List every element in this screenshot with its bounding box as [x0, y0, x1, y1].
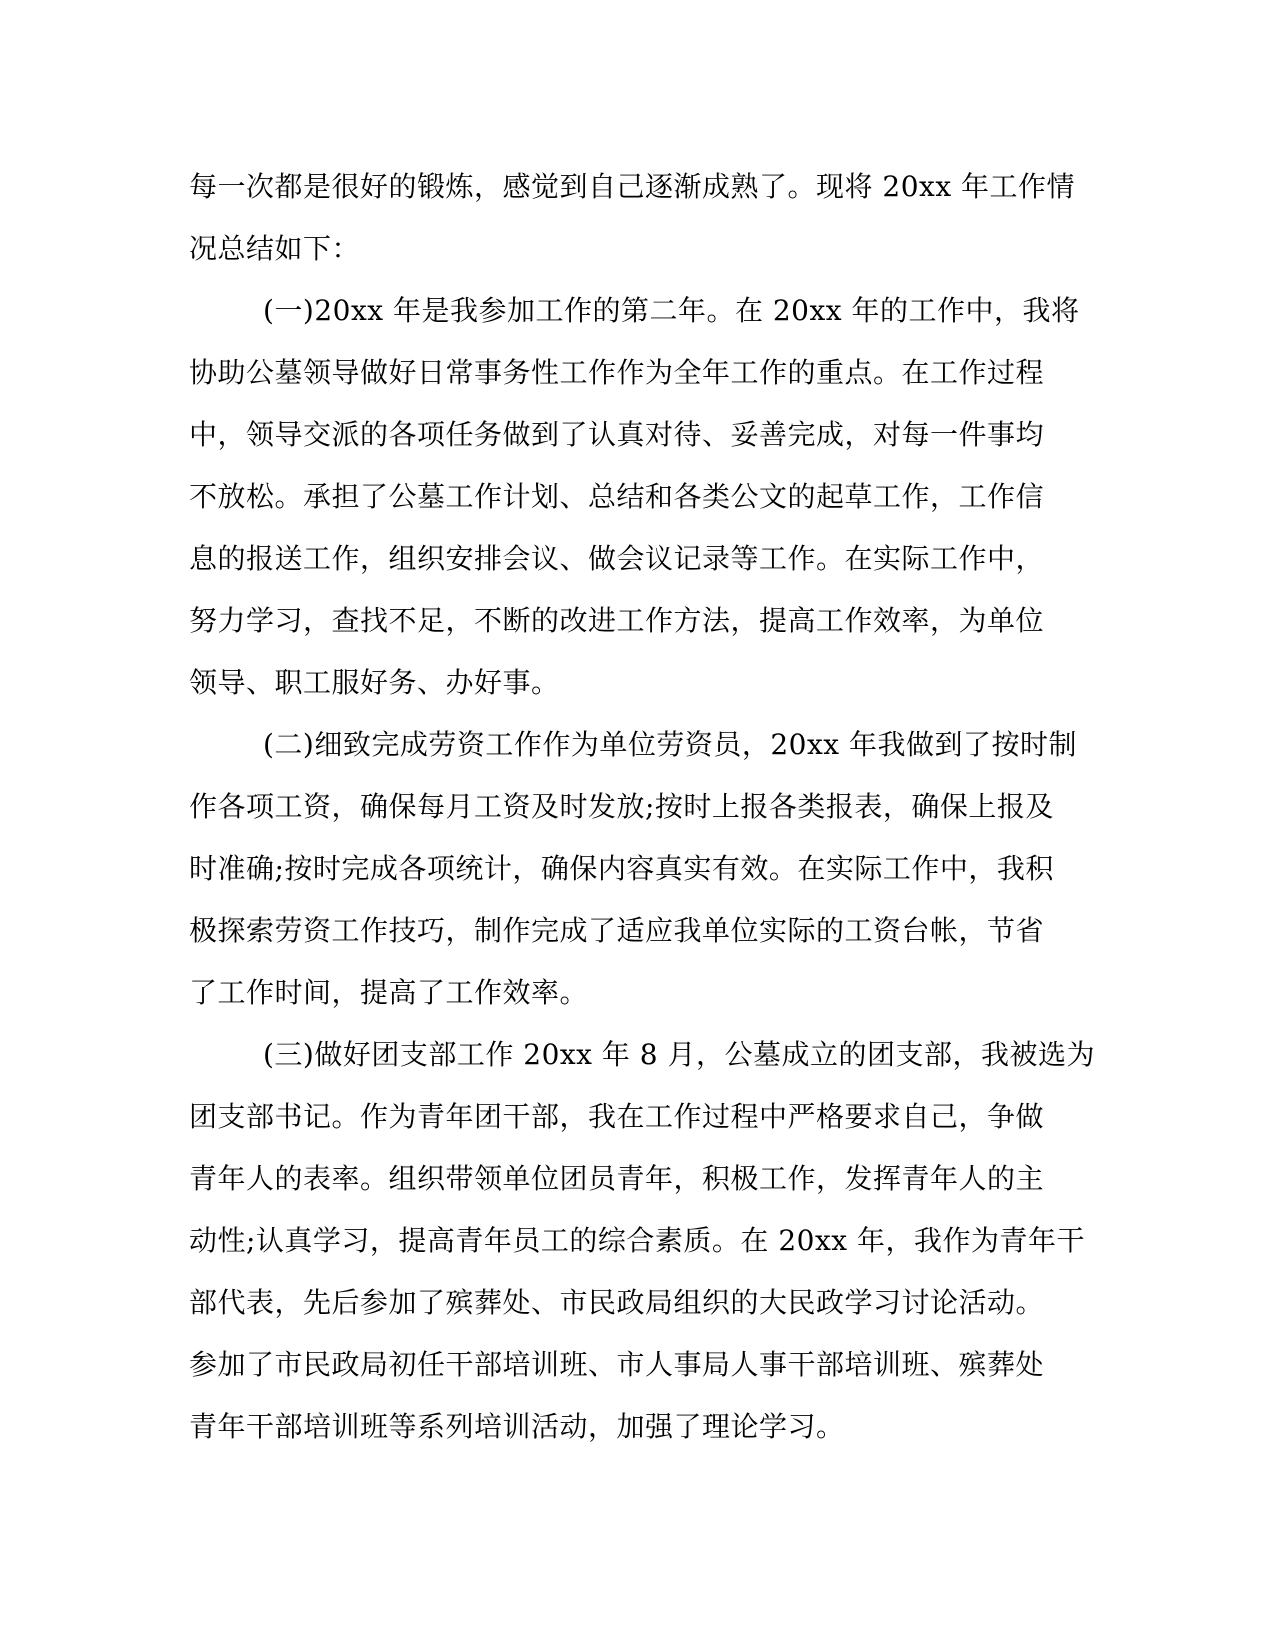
paragraph-start-line: (一)20xx 年是我参加工作的第二年。在 20xx 年的工作中，我将: [263, 294, 1080, 327]
text-line: 动性;认真学习，提高青年员工的综合素质。在 20xx 年，我作为青年干: [189, 1224, 1085, 1257]
text-line: 部代表，先后参加了殡葬处、市民政局组织的大民政学习讨论活动。: [189, 1286, 1045, 1319]
text-line: 中，领导交派的各项任务做到了认真对待、妥善完成，对每一件事均: [189, 418, 1045, 451]
document-body: [189, 156, 1095, 1458]
text-line: 领导、职工服好务、办好事。: [189, 666, 560, 699]
text-line: 况总结如下：: [189, 232, 361, 265]
text-line: 参加了市民政局初任干部培训班、市人事局人事干部培训班、殡葬处: [189, 1348, 1045, 1381]
text-line: 息的报送工作，组织安排会议、做会议记录等工作。在实际工作中，: [189, 542, 1045, 575]
paragraph-start-line: (二)细致完成劳资工作作为单位劳资员，20xx 年我做到了按时制: [263, 728, 1077, 761]
text-line: 青年人的表率。组织带领单位团员青年，积极工作，发挥青年人的主: [189, 1162, 1045, 1195]
text-line: 努力学习，查找不足，不断的改进工作方法，提高工作效率，为单位: [189, 604, 1045, 637]
text-line: 每一次都是很好的锻炼，感觉到自己逐渐成熟了。现将 20xx 年工作情: [189, 170, 1076, 203]
text-line: 作各项工资，确保每月工资及时发放;按时上报各类报表，确保上报及: [189, 790, 1054, 823]
text-line: 不放松。承担了公墓工作计划、总结和各类公文的起草工作，工作信: [189, 480, 1045, 513]
text-line: 协助公墓领导做好日常事务性工作作为全年工作的重点。在工作过程: [189, 356, 1045, 389]
text-line: 青年干部培训班等系列培训活动，加强了理论学习。: [189, 1410, 845, 1443]
text-line: 了工作时间，提高了工作效率。: [189, 976, 589, 1009]
text-line: 极探索劳资工作技巧，制作完成了适应我单位实际的工资台帐，节省: [189, 914, 1045, 947]
paragraph-start-line: (三)做好团支部工作 20xx 年 8 月，公墓成立的团支部，我被选为: [263, 1038, 1095, 1071]
text-line: 时准确;按时完成各项统计，确保内容真实有效。在实际工作中，我积: [189, 852, 1054, 885]
text-line: 团支部书记。作为青年团干部，我在工作过程中严格要求自己，争做: [189, 1100, 1045, 1133]
